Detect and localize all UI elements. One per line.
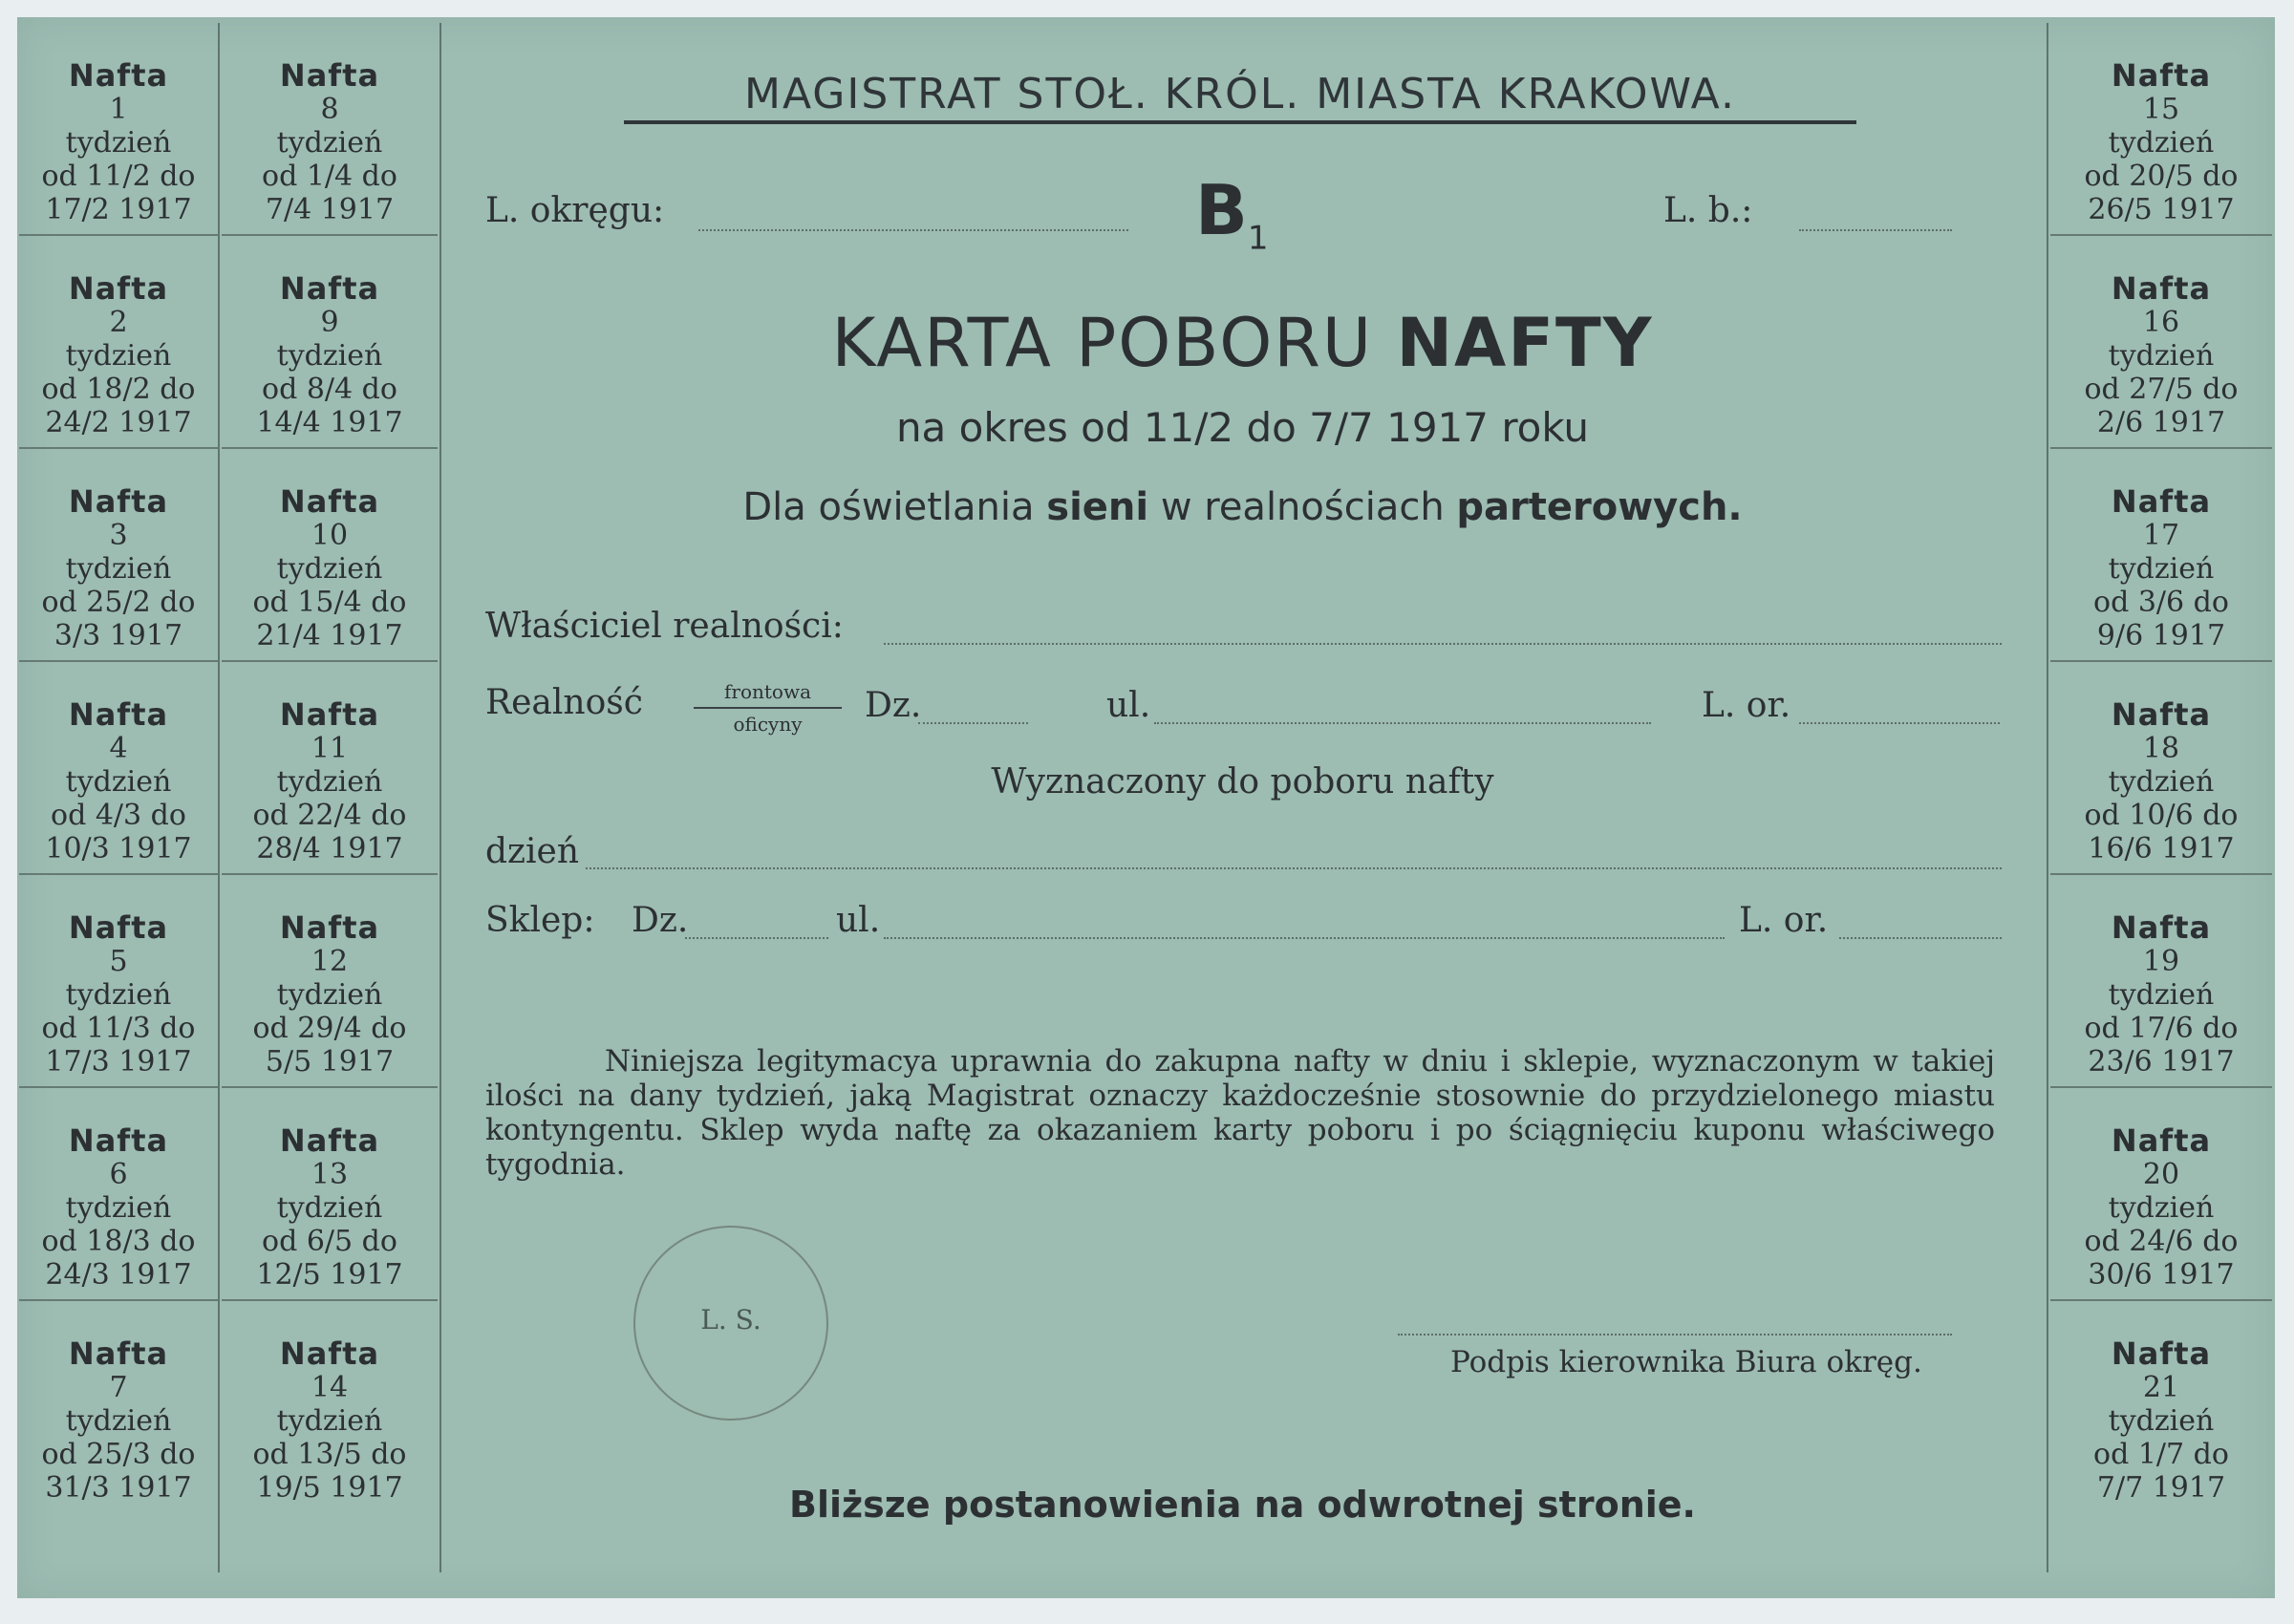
coupon-label: Nafta: [2111, 696, 2212, 733]
coupon-range1: od 25/2 do: [41, 586, 196, 619]
coupon-number: 18: [2142, 732, 2180, 765]
coupon-week: tydzień: [65, 552, 172, 586]
coupon-range2: 17/2 1917: [45, 193, 192, 226]
coupon-label: Nafta: [279, 1122, 380, 1159]
coupon-week: tydzień: [276, 1191, 383, 1225]
assigned-label: Wyznaczony do poboru nafty: [991, 762, 1494, 801]
coupon-label: Nafta: [68, 57, 169, 94]
coupon-week-13[interactable]: [222, 1088, 438, 1301]
coupon-week-7[interactable]: [19, 1301, 218, 1514]
coupon-label: Nafta: [2111, 1336, 2212, 1372]
coupon-week-20[interactable]: [2050, 1088, 2272, 1301]
coupon-week-5[interactable]: [19, 875, 218, 1088]
right-coupon-column: [2050, 23, 2272, 1514]
coupon-number: 1: [109, 93, 128, 126]
coupon-week: tydzień: [276, 552, 383, 586]
coupon-week: tydzień: [65, 1404, 172, 1438]
coupon-number: 21: [2142, 1371, 2180, 1404]
coupon-number: 9: [320, 306, 339, 339]
district-field[interactable]: [698, 229, 1128, 231]
coupon-range1: od 11/2 do: [41, 160, 196, 193]
coupon-week-8[interactable]: [222, 23, 438, 236]
coupon-range2: 14/4 1917: [256, 406, 403, 439]
coupon-range1: od 27/5 do: [2084, 373, 2239, 406]
shop-street-field[interactable]: [884, 937, 1725, 939]
coupon-number: 19: [2142, 945, 2180, 978]
coupon-number: 17: [2142, 519, 2180, 552]
shop-dz-field[interactable]: [685, 937, 828, 939]
coupon-week-11[interactable]: [222, 662, 438, 875]
coupon-label: Nafta: [68, 1122, 169, 1159]
coupon-range1: od 25/3 do: [41, 1438, 196, 1471]
coupon-label: Nafta: [279, 696, 380, 733]
coupon-range2: 7/4 1917: [265, 193, 395, 226]
coupon-number: 2: [109, 306, 128, 339]
coupon-label: Nafta: [68, 483, 169, 520]
coupon-week: tydzień: [65, 1191, 172, 1225]
coupon-number: 7: [109, 1371, 128, 1404]
coupon-range1: od 20/5 do: [2084, 160, 2239, 193]
left-coupon-column: [19, 23, 218, 1514]
coupon-week: tydzień: [276, 339, 383, 373]
number-field[interactable]: [1799, 229, 1952, 231]
coupon-range1: od 15/4 do: [252, 586, 407, 619]
signature-label: Podpis kierownika Biura okręg.: [1450, 1345, 1922, 1379]
coupon-week-12[interactable]: [222, 875, 438, 1088]
coupon-label: Nafta: [2111, 1122, 2212, 1159]
coupon-number: 10: [311, 519, 349, 552]
coupon-range2: 31/3 1917: [45, 1471, 192, 1505]
category-mark: $B_1$: [1195, 170, 1269, 258]
shop-house-number-label: L. or.: [1739, 901, 1829, 940]
coupon-number: 4: [109, 732, 128, 765]
coupon-label: Nafta: [68, 1336, 169, 1372]
middle-coupon-column: [222, 23, 438, 1514]
coupon-range1: od 24/6 do: [2084, 1225, 2239, 1258]
coupon-range2: 2/6 1917: [2096, 406, 2226, 439]
coupon-label: Nafta: [68, 696, 169, 733]
coupon-week-1[interactable]: [19, 23, 218, 236]
coupon-week-21[interactable]: [2050, 1301, 2272, 1514]
footer-note: Bliższe postanowienia na odwrotnej stronie.: [789, 1484, 1696, 1526]
coupon-range1: od 1/7 do: [2093, 1438, 2229, 1471]
coupon-week: tydzień: [276, 978, 383, 1012]
coupon-number: 11: [311, 732, 349, 765]
shop-house-number-field[interactable]: [1839, 937, 2002, 939]
coupon-range2: 7/7 1917: [2096, 1471, 2226, 1505]
coupon-range2: 30/6 1917: [2088, 1258, 2235, 1292]
house-number-label: L. or.: [1702, 686, 1791, 725]
coupon-week: tydzień: [65, 765, 172, 799]
coupon-week-16[interactable]: [2050, 236, 2272, 449]
coupon-label: Nafta: [279, 1336, 380, 1372]
coupon-week: tydzień: [2108, 765, 2215, 799]
coupon-range2: 10/3 1917: [45, 832, 192, 865]
coupon-label: Nafta: [279, 909, 380, 946]
coupon-range2: 19/5 1917: [256, 1471, 403, 1505]
coupon-week: tydzień: [65, 339, 172, 373]
coupon-range2: 24/3 1917: [45, 1258, 192, 1292]
coupon-week: tydzień: [276, 765, 383, 799]
issuer-header: MAGISTRAT STOŁ. KRÓL. MIASTA KRAKOWA.: [624, 70, 1856, 124]
coupon-week: tydzień: [2108, 1404, 2215, 1438]
coupon-range2: 28/4 1917: [256, 832, 403, 865]
coupon-number: 8: [320, 93, 339, 126]
card-body: [442, 17, 2043, 1593]
perforation-line: [218, 23, 220, 1572]
street-label: ul.: [1106, 686, 1151, 725]
coupon-range2: 23/6 1917: [2088, 1045, 2235, 1079]
terms-paragraph: Niniejsza legitymacya uprawnia do zakupna nafty w dniu i sklepie, wyznaczonym w takiej ilości na dany tydzień, jaką Magistrat oznaczy każdocześnie stosownie do przydzielonego miastu kontyngentu. Sklep wyda naftę za okazaniem karty poboru i po ściągnięciu kuponu właściwego tygodnia.: [485, 1044, 1995, 1182]
coupon-label: Nafta: [2111, 270, 2212, 307]
coupon-range1: od 1/4 do: [262, 160, 397, 193]
card-title: KARTA POBORU NAFTY: [831, 304, 1654, 382]
coupon-week: tydzień: [2108, 1191, 2215, 1225]
coupon-week-9[interactable]: [222, 236, 438, 449]
coupon-range1: od 13/5 do: [252, 1438, 407, 1471]
coupon-label: Nafta: [68, 909, 169, 946]
coupon-week-3[interactable]: [19, 449, 218, 662]
coupon-number: 12: [311, 945, 349, 978]
coupon-range1: od 18/2 do: [41, 373, 196, 406]
coupon-range1: od 4/3 do: [51, 799, 186, 832]
perforation-line: [440, 23, 441, 1572]
shop-label: Sklep:: [485, 901, 595, 940]
coupon-week-10[interactable]: [222, 449, 438, 662]
dz-label: Dz.: [865, 686, 922, 725]
coupon-number: 6: [109, 1158, 128, 1191]
purpose-line: Dla oświetlania sieni w realnościach parterowych.: [742, 485, 1743, 529]
coupon-label: Nafta: [279, 57, 380, 94]
coupon-number: 5: [109, 945, 128, 978]
property-label: Realność: [485, 683, 643, 722]
coupon-label: Nafta: [68, 270, 169, 307]
coupon-number: 15: [2142, 93, 2180, 126]
coupon-week-4[interactable]: [19, 662, 218, 875]
coupon-label: Nafta: [2111, 57, 2212, 94]
property-type-fraction: frontowa oficyny: [694, 676, 842, 739]
district-label: L. okręgu:: [485, 191, 665, 230]
owner-field[interactable]: [884, 643, 2002, 645]
coupon-week: tydzień: [65, 978, 172, 1012]
coupon-week: tydzień: [2108, 552, 2215, 586]
coupon-range2: 17/3 1917: [45, 1045, 192, 1079]
coupon-number: 13: [311, 1158, 349, 1191]
coupon-number: 14: [311, 1371, 349, 1404]
coupon-range2: 16/6 1917: [2088, 832, 2235, 865]
coupon-label: Nafta: [279, 483, 380, 520]
coupon-week: tydzień: [2108, 339, 2215, 373]
coupon-range1: od 10/6 do: [2084, 799, 2239, 832]
day-field[interactable]: [586, 867, 2002, 869]
coupon-number: 20: [2142, 1158, 2180, 1191]
coupon-range2: 24/2 1917: [45, 406, 192, 439]
coupon-range1: od 3/6 do: [2093, 586, 2229, 619]
day-label: dzień: [485, 832, 580, 871]
ration-card: [17, 17, 2275, 1598]
coupon-week: tydzień: [2108, 978, 2215, 1012]
coupon-week-15[interactable]: [2050, 23, 2272, 236]
coupon-range1: od 11/3 do: [41, 1012, 196, 1045]
coupon-label: Nafta: [2111, 909, 2212, 946]
coupon-number: 3: [109, 519, 128, 552]
coupon-range1: od 22/4 do: [252, 799, 407, 832]
coupon-range2: 3/3 1917: [54, 619, 183, 652]
coupon-week: tydzień: [2108, 126, 2215, 160]
coupon-week-17[interactable]: [2050, 449, 2272, 662]
coupon-range1: od 6/5 do: [262, 1225, 397, 1258]
coupon-week: tydzień: [65, 126, 172, 160]
shop-street-label: ul.: [836, 901, 881, 940]
coupon-range2: 5/5 1917: [265, 1045, 395, 1079]
validity-period: na okres od 11/2 do 7/7 1917 roku: [895, 404, 1590, 451]
coupon-range2: 26/5 1917: [2088, 193, 2235, 226]
coupon-number: 16: [2142, 306, 2180, 339]
coupon-range2: 12/5 1917: [256, 1258, 403, 1292]
coupon-range1: od 8/4 do: [262, 373, 397, 406]
coupon-week: tydzień: [276, 1404, 383, 1438]
perforation-line: [2047, 23, 2048, 1572]
coupon-week-19[interactable]: [2050, 875, 2272, 1088]
coupon-week-18[interactable]: [2050, 662, 2272, 875]
coupon-week-2[interactable]: [19, 236, 218, 449]
coupon-week-14[interactable]: [222, 1301, 438, 1514]
coupon-week: tydzień: [276, 126, 383, 160]
owner-label: Właściciel realności:: [485, 607, 844, 646]
coupon-week-6[interactable]: [19, 1088, 218, 1301]
coupon-range1: od 17/6 do: [2084, 1012, 2239, 1045]
coupon-label: Nafta: [279, 270, 380, 307]
dz-field[interactable]: [918, 722, 1028, 724]
coupon-range1: od 29/4 do: [252, 1012, 407, 1045]
house-number-field[interactable]: [1799, 722, 2000, 724]
coupon-range2: 21/4 1917: [256, 619, 403, 652]
street-field[interactable]: [1154, 722, 1651, 724]
number-label: L. b.:: [1663, 191, 1753, 230]
signature-field[interactable]: [1398, 1334, 1952, 1336]
coupon-label: Nafta: [2111, 483, 2212, 520]
coupon-range1: od 18/3 do: [41, 1225, 196, 1258]
shop-dz-label: Dz.: [632, 901, 689, 940]
official-seal: L. S.: [633, 1226, 828, 1421]
coupon-range2: 9/6 1917: [2096, 619, 2226, 652]
